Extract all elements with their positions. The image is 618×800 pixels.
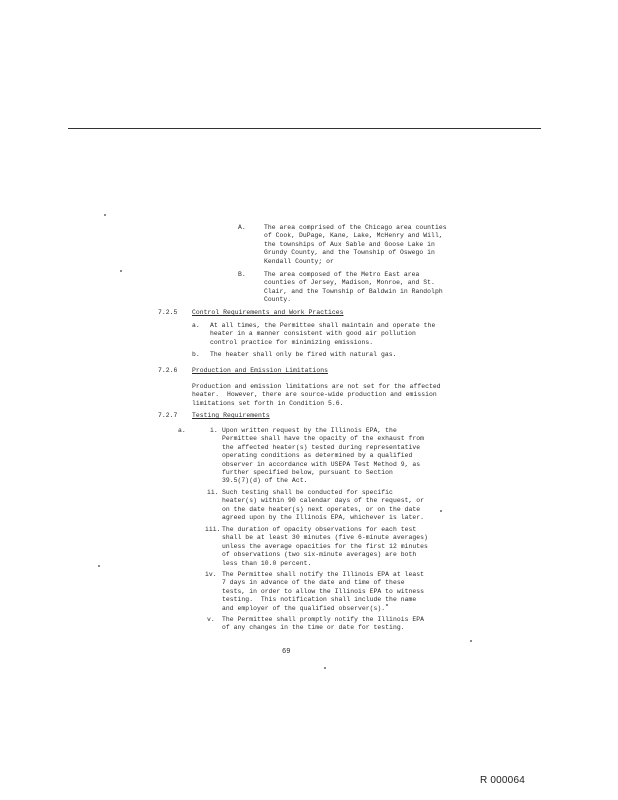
section-727-a-label: a. <box>178 427 186 434</box>
section-726-text: Production and emission limitations are not set for the affected heater. However, there are source-wide production and emission limitations set forth in Condition 5.6. <box>192 383 441 407</box>
area-b-label: B. <box>238 271 246 278</box>
bates-number: R 000064 <box>480 775 525 786</box>
testing-item-number: i. <box>210 427 218 434</box>
testing-item-text: The duration of opacity observations for each test shall be at least 30 minutes (five 6-minute averages) unless the average opacities for the first 12 minutes of observations (two six-minute averages) are both less than 10.0 percent. <box>222 526 428 567</box>
testing-item-number: v. <box>207 616 215 623</box>
section-725-number: 7.2.5 <box>158 309 178 316</box>
page-number: 69 <box>282 648 291 656</box>
section-727-heading: Testing Requirements <box>192 412 270 419</box>
section-725-heading: Control Requirements and Work Practices <box>192 309 344 316</box>
testing-item-text: Upon written request by the Illinois EPA, the Permittee shall have the opacity of the exhaust from the affected heater(s) tested during representative operating conditions as determined by a qualified observer in accordance with USEPA Test Method 9, as further specified below, pursuant to Section 39.5(7)(d) of the Act. <box>222 427 425 485</box>
scan-speck <box>120 270 122 272</box>
area-a-text: The area comprised of the Chicago area counties of Cook, DuPage, Kane, Lake, McHenry and Will, the townships of Aux Sable and Goose Lake in Grundy County, and the Township of Oswego in Kendall County; or <box>264 224 447 265</box>
scan-speck <box>470 640 472 642</box>
testing-item-number: ii. <box>207 489 219 496</box>
testing-item-text: The Permittee shall promptly notify the Illinois EPA of any changes in the time or date for testing. <box>222 616 425 632</box>
section-725-a-text: At all times, the Permittee shall maintain and operate the heater in a manner consistent with good air pollution control practice for minimizing emissions. <box>210 322 436 346</box>
header-rule <box>68 128 541 129</box>
area-b-text: The area composed of the Metro East area counties of Jersey, Madison, Monroe, and St. Clair, and the Township of Baldwin in Randolph County. <box>264 271 443 304</box>
section-725-a-label: a. <box>192 322 200 329</box>
scan-speck <box>324 667 326 669</box>
area-a-label: A. <box>238 224 246 231</box>
testing-item-text: The Permittee shall notify the Illinois EPA at least 7 days in advance of the date and time of these tests, in order to allow the Illinois EPA to witness testing. This notification shall include the name and employer of the qualified observer(s). <box>222 571 425 612</box>
testing-item-text: Such testing shall be conducted for specific heater(s) within 90 calendar days of the request, or on the date heater(s) next operates, or on the date agreed upon by the Illinois EPA, whichever is later. <box>222 489 425 522</box>
section-726-heading: Production and Emission Limitations <box>192 367 328 374</box>
section-727-number: 7.2.7 <box>158 412 178 419</box>
section-725-b-text: The heater shall only be fired with natural gas. <box>210 351 397 358</box>
testing-item-number: iv. <box>205 571 217 578</box>
scan-speck <box>440 510 442 512</box>
scan-speck <box>104 214 106 216</box>
scan-speck <box>98 565 100 567</box>
testing-item-number: iii. <box>205 526 221 533</box>
section-725-b-label: b. <box>192 351 200 358</box>
section-726-number: 7.2.6 <box>158 367 178 374</box>
